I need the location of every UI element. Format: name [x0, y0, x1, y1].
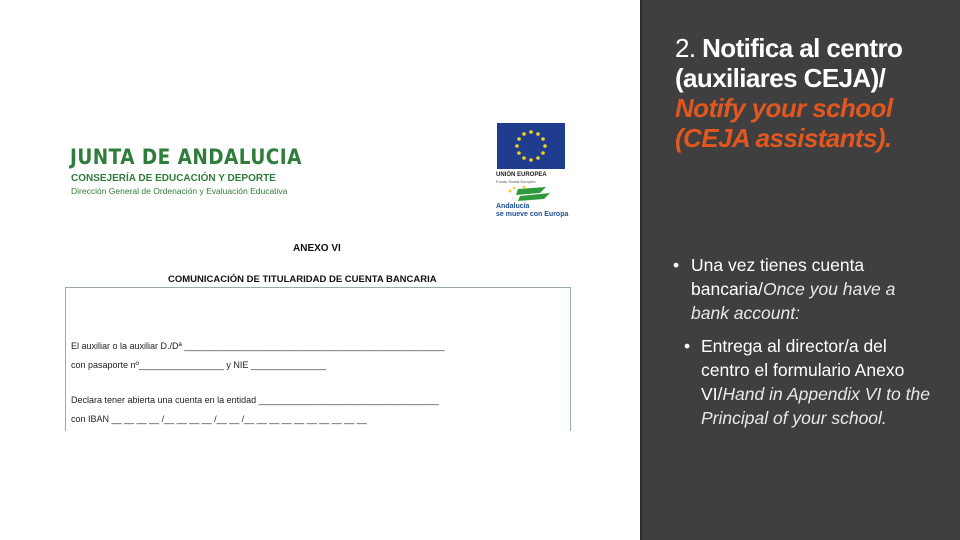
bullet1-spanish: Una vez tienes cuenta bancaria/ — [691, 255, 865, 299]
eu-label: UNIÓN EUROPEA — [496, 172, 547, 178]
heading-number: 2. — [675, 33, 696, 63]
junta-logo-title: JUNTA DE ANDALUCIA — [70, 145, 302, 169]
junta-logo-subtitle2: Dirección General de Ordenación y Evaluación Educativa — [71, 186, 288, 196]
bullet2-spanish: Entrega al director/a del centro el formulario Anexo VI/ — [701, 336, 905, 404]
panel-edge — [640, 0, 642, 540]
form-line-entidad: Declara tener abierta una cuenta en la entidad ____________________________________ — [71, 395, 439, 405]
annex-title: ANEXO VI — [293, 243, 341, 254]
andalucia-logo-text — [496, 203, 568, 219]
slide-heading — [675, 33, 945, 153]
junta-logo-subtitle: CONSEJERÍA DE EDUCACIÓN Y DEPORTE — [71, 173, 276, 184]
form-line-pasaporte: con pasaporte nº_________________ y NIE _______________ — [71, 360, 327, 370]
heading-english: Notify your school (CEJA assistants). — [675, 93, 893, 153]
bullet1-english: Once you have a bank account: — [691, 279, 896, 323]
form-line-auxiliar: El auxiliar o la auxiliar D./Dª ____________________________________________________ — [71, 341, 445, 351]
form-box — [65, 287, 571, 431]
andalucia-line2: se mueve con Europa — [496, 211, 569, 218]
eu-flag-icon — [497, 123, 565, 169]
eu-sublabel: Fondo Social Europeo — [496, 179, 536, 184]
heading-spanish: Notifica al centro (auxiliares CEJA)/ — [675, 33, 903, 93]
instructions-panel — [640, 0, 960, 540]
bullet-bank-account — [673, 253, 933, 325]
bullet-hand-in-form — [684, 334, 934, 430]
form-title: COMUNICACIÓN DE TITULARIDAD DE CUENTA BANCARIA — [168, 274, 437, 285]
bullet2-english: Hand in Appendix VI to the Principal of your school. — [701, 384, 930, 428]
bullet-dot-icon: • — [673, 255, 680, 275]
form-line-iban: con IBAN __ __ __ __ /__ __ __ __ /__ __ /__ __ __ __ __ __ __ __ __ __ — [71, 414, 367, 424]
andalucia-line1: Andalucía — [496, 203, 530, 210]
annex-form-image — [60, 115, 580, 430]
bullet-dot-icon: • — [684, 336, 691, 356]
